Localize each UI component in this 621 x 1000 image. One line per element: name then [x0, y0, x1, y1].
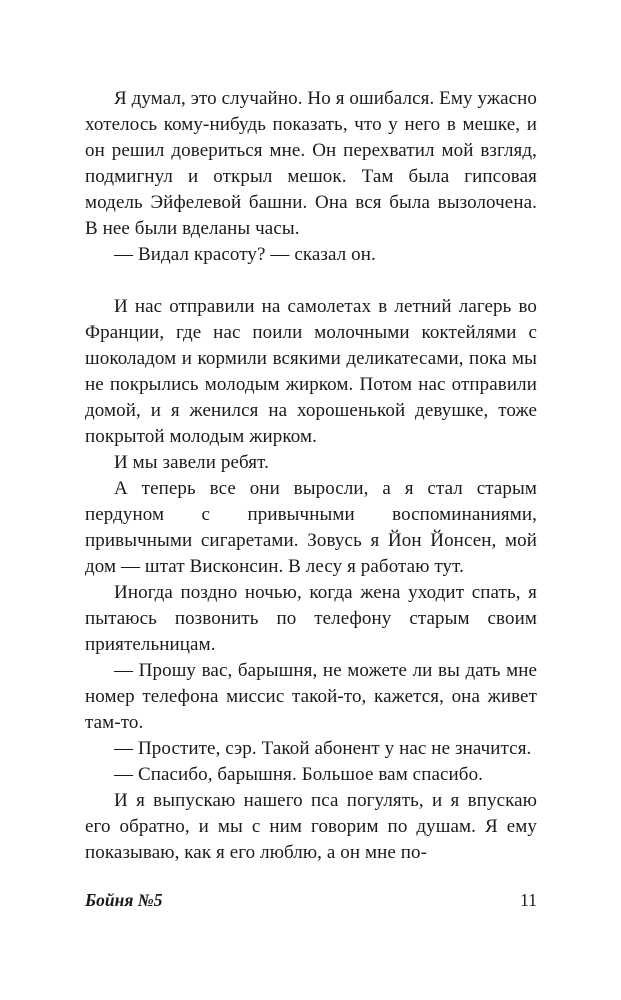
paragraph: И я выпускаю нашего пса погулять, и я впускаю его обратно, и мы с ним говорим по душам. Я ему показываю, как я его люблю, а он мне по-: [85, 790, 537, 863]
paragraph: — Видал красоту? — сказал он.: [114, 244, 376, 265]
page-footer: [85, 889, 537, 911]
paragraph: Я думал, это случайно. Но я ошибался. Ему ужасно хотелось кому-нибудь показать, что у него в мешке, и он решил довериться мне. Он перехватил мой взгляд, подмигнул и открыл мешок. Там была гипсовая модель Эйфелевой башни. Она вся была вызолочена. В нее были вделаны часы.: [85, 88, 537, 239]
paragraph: — Простите, сэр. Такой абонент у нас не значится.: [114, 738, 532, 759]
page-number: 11: [520, 890, 537, 910]
paragraph: — Спасибо, барышня. Большое вам спасибо.: [114, 764, 484, 785]
paragraph: И мы завели ребят.: [114, 452, 269, 473]
page-text-block: [85, 86, 537, 866]
paragraph: И нас отправили на самолетах в летний лагерь во Франции, где нас поили молочными коктейлями с шоколадом и кормили всякими деликатесами, пока мы не покрылись молодым жирком. Потом нас отправили домой, и я женился на хорошенькой девушке, тоже покрытой молодым жирком.: [85, 296, 537, 447]
running-title: Бойня №5: [85, 890, 163, 910]
paragraph: Иногда поздно ночью, когда жена уходит спать, я пытаюсь позвонить по телефону старым своим приятельницам.: [85, 582, 537, 655]
paragraph: — Прошу вас, барышня, не можете ли вы дать мне номер телефона миссис такой-то, кажется, она живет там-то.: [85, 660, 537, 733]
paragraph: А теперь все они выросли, а я стал старым пердуном с привычными воспоминаниями, привычными сигаретами. Зовусь я Йон Йонсен, мой дом — штат Висконсин. В лесу я работаю тут.: [85, 478, 537, 577]
